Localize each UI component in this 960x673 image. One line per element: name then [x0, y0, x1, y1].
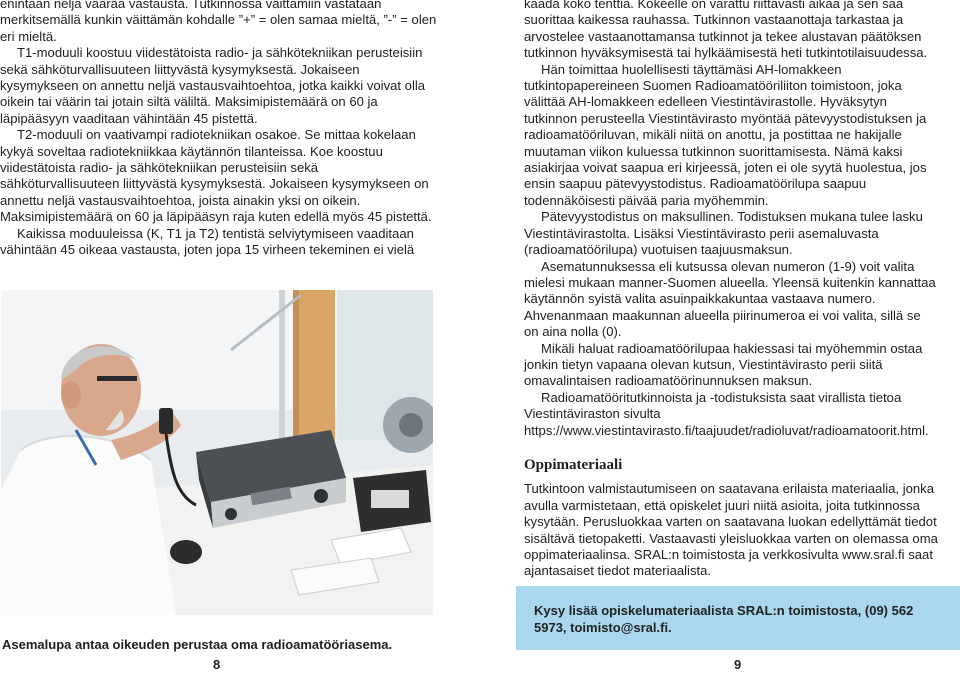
paragraph: Asematunnuksessa eli kutsussa olevan numeron (1-9) voit valita mielesi mukaan manner-Suomen alueella. Yleensä kuitenkin kannattaa käytännön syistä valita asuinpaikkakuntaa vastaava numero. Ahvenanmaan maakunnan alueella piirinumeroa ei voi valita, sillä se on aina nolla (0).	[524, 258, 936, 340]
paragraph: T1-moduuli koostuu viidestätoista radio- ja sähkötekniikan perusteisiin sekä sähköturvallisuuteen liittyvästä kysymyksestä. Jokaiseen kysymykseen on annettu neljä vastausvaihtoehtoa, jotka kaikki voivat olla oikein tai väärin tai jotain siltä väliltä. Maksimipistemäärä on 60 ja läpipääsyyn vaaditaan vähintään 45 pistettä.	[0, 45, 426, 126]
right-page	[480, 0, 960, 673]
photo-caption: Asemalupa antaa oikeuden perustaa oma radioamatööriasema.	[2, 637, 393, 652]
paragraph: Kaikissa moduuleissa (K, T1 ja T2) tentistä selviytymiseen vaaditaan vähintään 45 oikeaa vastausta, joten jopa 15 virheen tekeminen ei vielä	[0, 225, 415, 258]
paragraph: Pätevyystodistus on maksullinen. Todistuksen mukana tulee lasku Viestintävirastolta. Lisäksi Viestintävirasto perii asemaluvasta (radioamatöörilupa) vuotuisen taajuusmaksun.	[524, 209, 923, 258]
paragraph: Radioamatööritutkinnoista ja -todistuksista saat virallista tietoa Viestintäviraston sivulta https://www.viestintavirasto.fi/taajuudet/radioluvat/radioamatoorit.html.	[524, 389, 929, 438]
radio-station-photo	[1, 290, 433, 615]
paragraph: Tutkintoon valmistautumiseen on saatavana erilaista materiaalia, jonka avulla varmistetaan, että opiskelet juuri niitä asioita, joita tutkinnossa kysytään. Perusluokkaa varten on saatavana luokan edellyttämät tiedot sisältävä tietopaketti. Vastaavasti yleisluokkaa varten on olemassa oma oppimateriaalinsa. SRAL:n toimistosta ja verkkosivulta www.sral.fi saat ajantasaiset tiedot materiaalista.	[524, 481, 938, 579]
paragraph: T2-moduuli on vaativampi radiotekniikan osakoe. Se mittaa kokelaan kykyä soveltaa radiotekniikkaa käytännön tilanteissa. Koe koostuu viidestätoista radio- ja sähkötekniikan perusteisiin sekä sähköturvallisuuteen liittyvästä kysymyksestä. Jokaiseen kysymykseen on annettu neljä vastausvaihtoehtoa, joista ainakin yksi on oikein. Maksimipistemäärä on 60 ja läpipääsyn raja kuten edellä myös 45 pistettä.	[0, 127, 432, 225]
right-text-column	[524, 0, 938, 580]
paragraph: kaada koko tenttiä. Kokeelle on varattu riittävästi aikaa ja sen saa suorittaa kaikessa rauhassa. Tutkinnon vastaanottaja tarkastaa ja arvostelee vastaanottamansa tutkinnot ja tekee alustavan päätöksen tutkinnon hyväksymisestä tai hylkäämisestä heti tutkintotilaisuudessa.	[524, 0, 928, 61]
paragraph: Hän toimittaa huolellisesti täyttämäsi AH-lomakkeen tutkintopapereineen Suomen Radioamatööriliiton toimistoon, joka välittää AH-lomakkeen edelleen Viestintävirastolle. Hyväksytyn tutkinnon perusteella Viestintävirasto myöntää pätevyystodistuksen ja radioamatööriluvan, mikäli niitä on anottu, ja postittaa ne hakijalle muutaman viikon kuluessa tutkinnon suorittamisesta. Nämä kaksi asiakirjaa voivat saapua eri kirjeessä, joten ei ole syytä huolestua, jos ensin saapuu pätevyystodistus. Radioamatöörilupa saapuu todennäköisesti päivää paria myöhemmin.	[524, 61, 927, 208]
section-heading: Oppimateriaali	[524, 456, 623, 473]
paragraph: enintään neljä väärää vastausta. Tutkinnossa väittämiin vastataan merkitsemällä kunkin väittämän kohdalle ”+” = olen samaa mieltä, ”-” = olen eri mieltä.	[0, 0, 437, 44]
page-number: 9	[734, 657, 742, 672]
left-text-column	[0, 0, 438, 259]
page-number: 8	[213, 657, 221, 672]
paragraph: Mikäli haluat radioamatöörilupaa hakiessasi tai myöhemmin ostaa jonkin tietyn vapaana olevan kutsun, Viestintävirasto perii siitä omavalintaisen radioamatöörinunnuksen maksun.	[524, 340, 923, 389]
contact-info-box: Kysy lisää opiskelumateriaalista SRAL:n toimistosta, (09) 562 5973, toimisto@sral.fi.	[516, 586, 960, 650]
